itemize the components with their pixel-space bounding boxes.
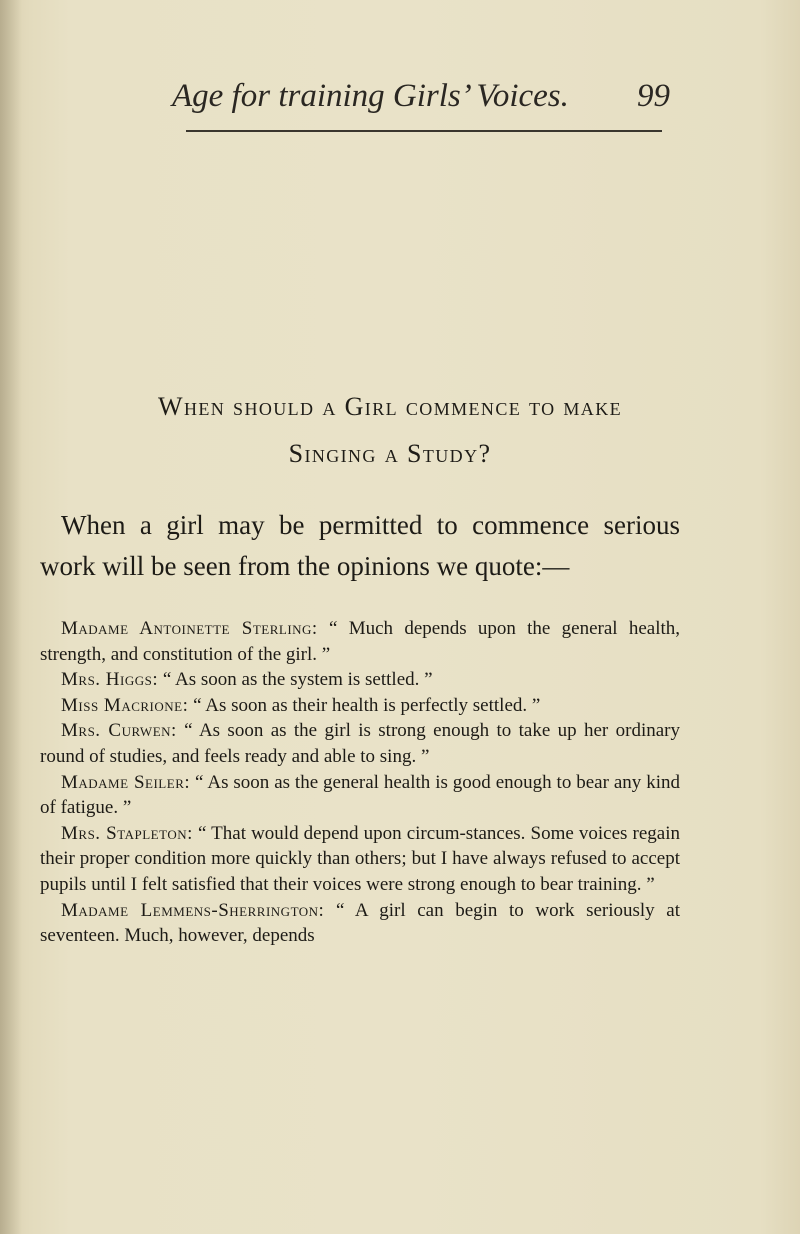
quote-text: “ As soon as the girl is strong enough to take up her ordinary round of studies, and feels ready and able to sing. ” (40, 720, 680, 767)
quote-paragraph (40, 770, 680, 821)
quote-speaker: Miss Macrione: (61, 694, 189, 716)
quote-text: “ A girl can begin to work seriously at seventeen. Much, however, depends (40, 899, 680, 947)
quote-speaker: Mrs. Higgs: (61, 669, 159, 691)
quote-speaker: Mrs. Stapleton: (61, 822, 193, 844)
quote-text: “ Much depends upon the general health, strength, and constitution of the girl. ” (40, 618, 681, 665)
quote-speaker: Madame Seiler: (61, 771, 191, 793)
quote-speaker: Madame Lemmens-Sherrington: (61, 899, 325, 921)
quote-paragraph (40, 616, 680, 667)
quote-paragraph (40, 898, 680, 949)
section-heading (80, 383, 700, 477)
opinions-list (40, 616, 680, 949)
quote-text: “ As soon as their health is perfectly settled. ” (188, 694, 541, 716)
quote-paragraph (40, 718, 680, 769)
quote-text: “ As soon as the system is settled. ” (158, 669, 433, 691)
heading-line-1: When should a Girl commence to make (158, 392, 622, 421)
running-head (60, 78, 670, 122)
header-rule (186, 130, 662, 132)
quote-paragraph (40, 667, 680, 693)
running-title: Age for training Girls’ Voices. (172, 78, 569, 114)
quote-speaker: Madame Antoinette Sterling: (61, 618, 318, 639)
quote-text: “ That would depend upon circum-stances. Some voices regain their proper condition more quickly than others; but I have always refused to accept pupils until I felt satisfied that their voices were strong enough to bear training. ” (40, 822, 680, 895)
quote-speaker: Mrs. Curwen: (61, 720, 177, 742)
page-gutter-shadow (0, 0, 22, 1234)
page-number: 99 (637, 78, 670, 114)
quote-text: “ As soon as the general health is good enough to bear any kind of fatigue. ” (40, 771, 680, 819)
quote-paragraph (40, 693, 680, 719)
quote-paragraph (40, 821, 680, 898)
intro-paragraph: When a girl may be permitted to commence serious work will be seen from the opinions we quote:— (40, 510, 680, 581)
heading-line-2: Singing a Study? (288, 439, 492, 468)
